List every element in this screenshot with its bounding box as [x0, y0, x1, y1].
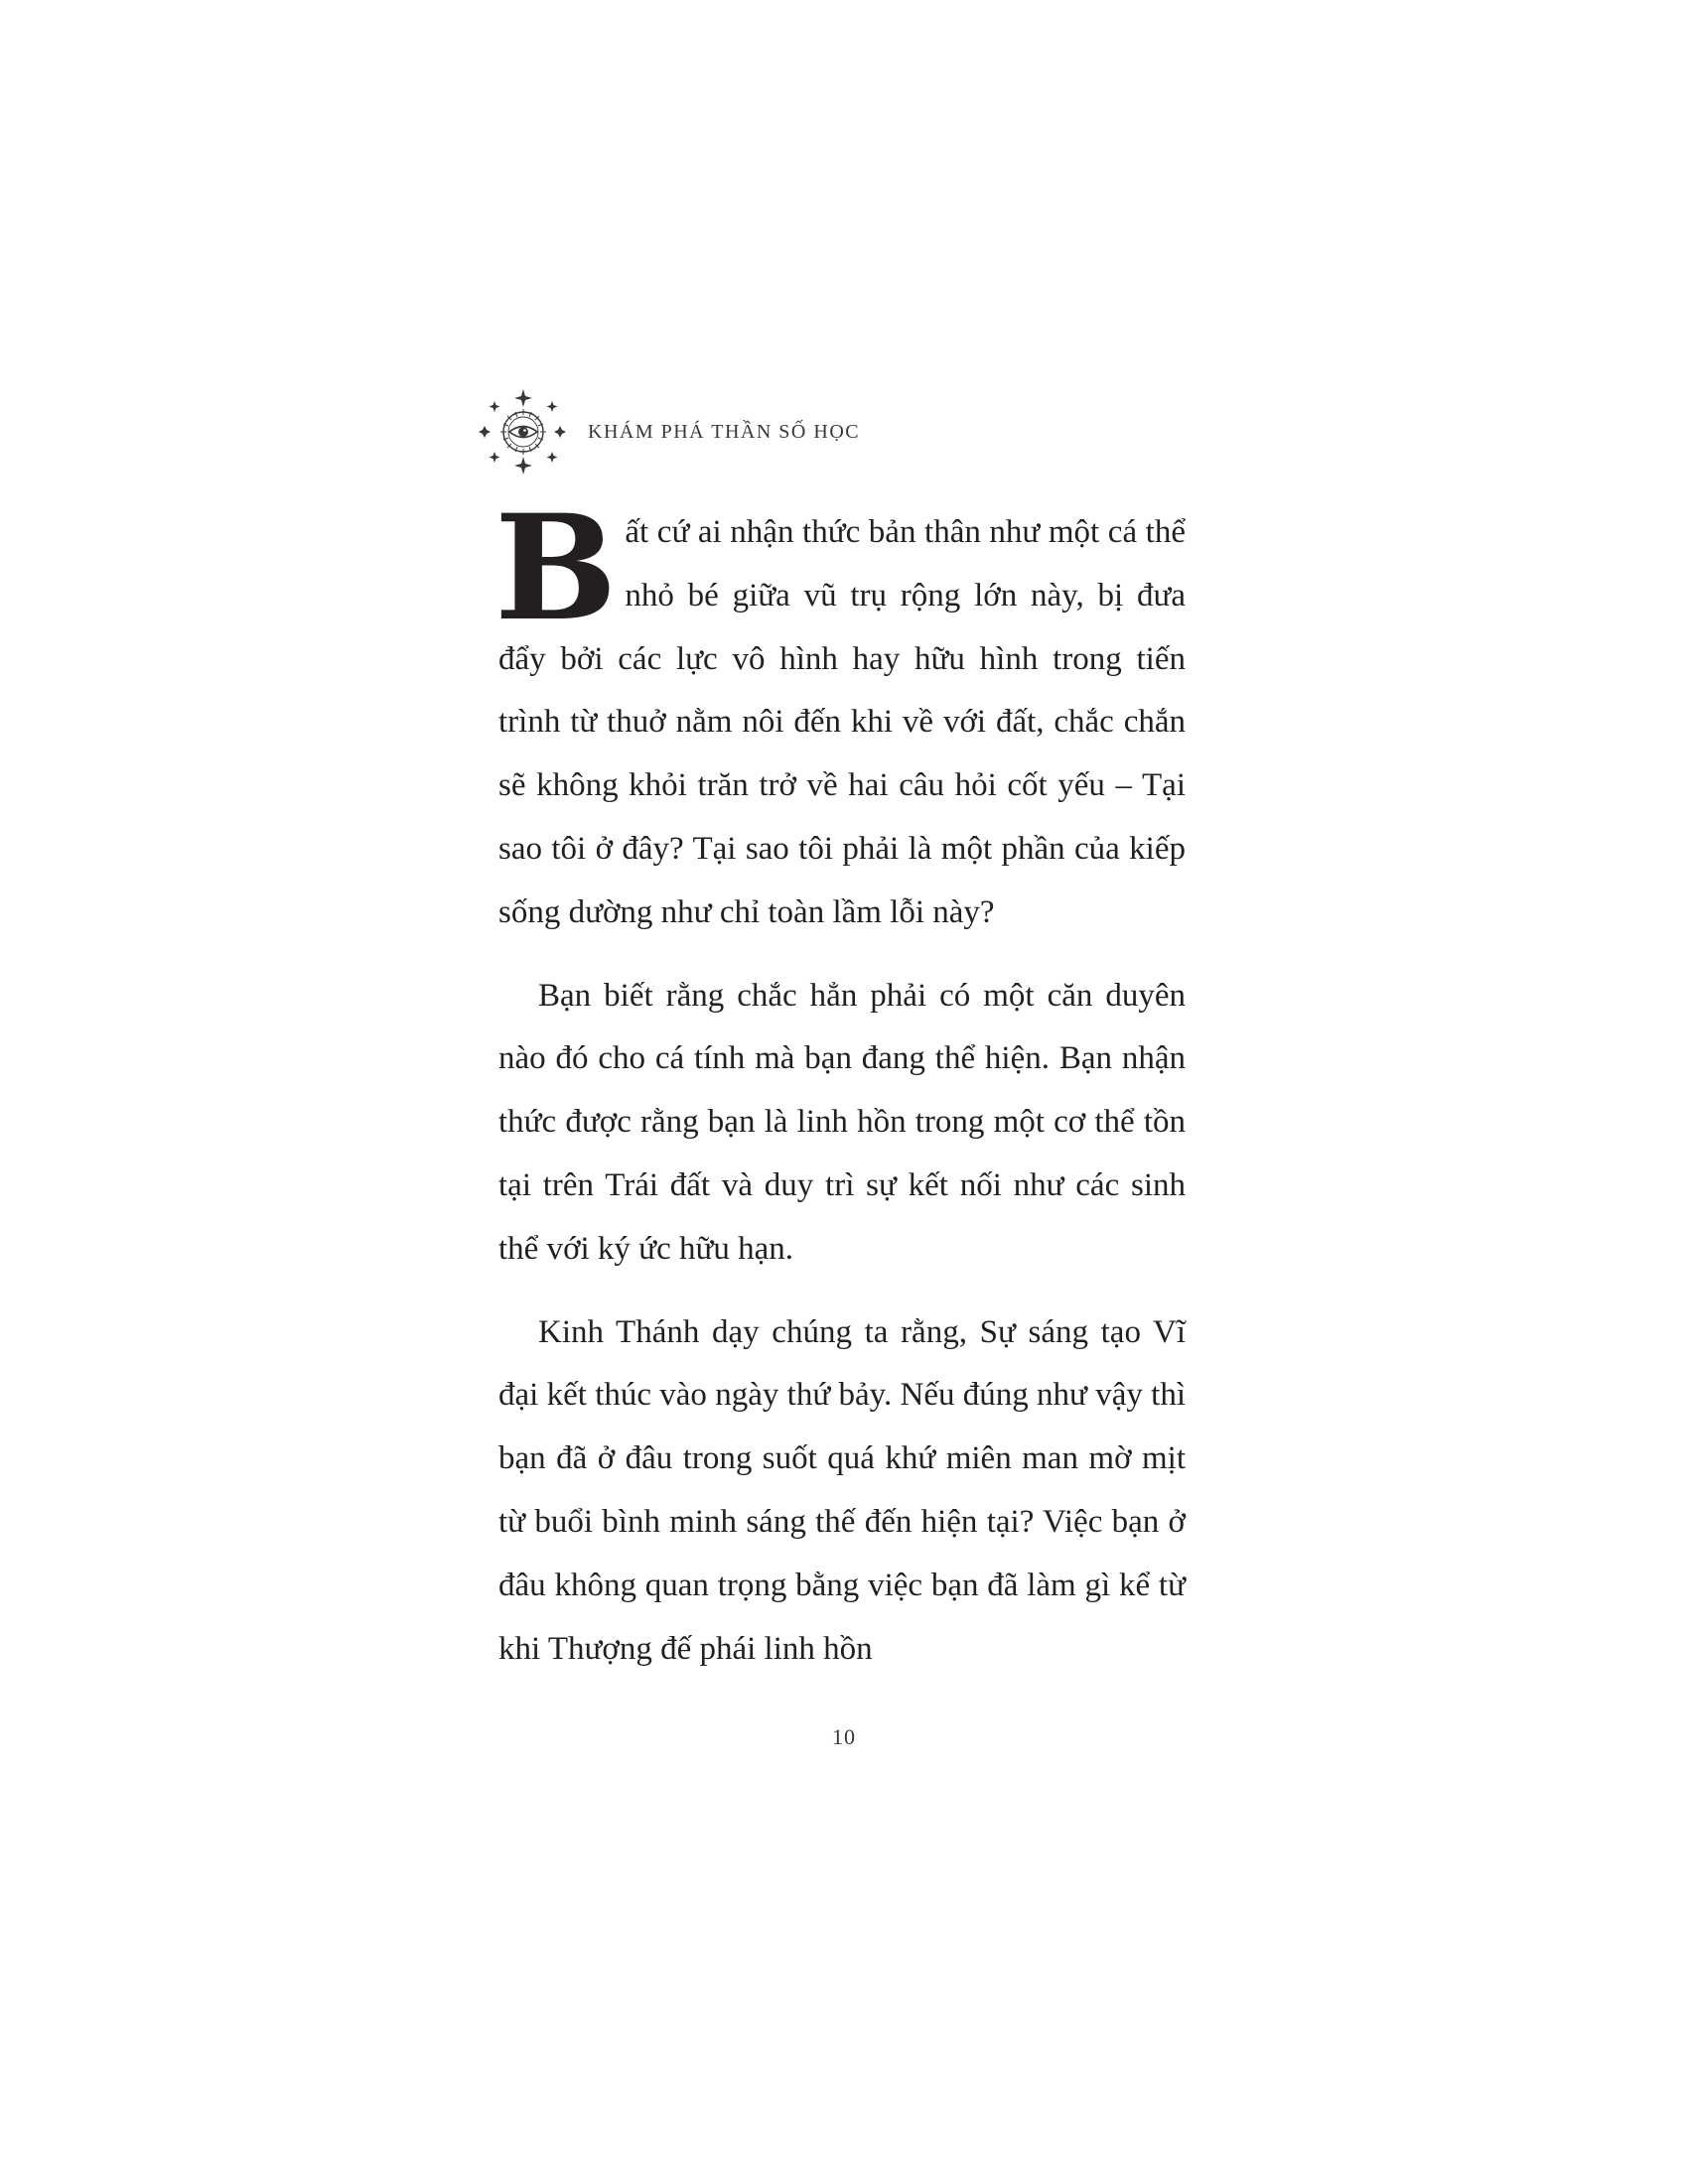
paragraph-1-text: ất cứ ai nhận thức bản thân như một cá thể nhỏ bé giữa vũ trụ rộng lớn này, bị đưa đẩy bởi các lực vô hình hay hữu hình trong tiến trình từ thuở nằm nôi đến khi về với đất, chắc chắn sẽ không khỏi trăn trở về hai câu hỏi cốt yếu – Tại sao tôi ở đây? Tại sao tôi phải là một phần của kiếp sống dường như chỉ toàn lầm lỗi này? — [498, 514, 1186, 930]
running-header-title: KHÁM PHÁ THẦN SỐ HỌC — [588, 420, 861, 443]
paragraph-2: Bạn biết rằng chắc hẳn phải có một căn duyên nào đó cho cá tính mà bạn đang thể hiện. Bạn nhận thức được rằng bạn là linh hồn trong một cơ thể tồn tại trên Trái đất và duy trì sự kết nối như các sinh thể với ký ức hữu hạn. — [498, 977, 1186, 1267]
eye-sun-emblem-icon — [479, 387, 568, 477]
running-header — [479, 387, 860, 477]
paragraph-3: Kinh Thánh dạy chúng ta rằng, Sự sáng tạo Vĩ đại kết thúc vào ngày thứ bảy. Nếu đúng như vậy thì bạn đã ở đâu trong suốt quá khứ miên man mờ mịt từ buổi bình minh sáng thế đến hiện tại? Việc bạn ở đâu không quan trọng bằng việc bạn đã làm gì kể từ khi Thượng đế phái linh hồn — [498, 1313, 1186, 1667]
paragraph-1 — [494, 483, 1186, 945]
drop-cap: B — [494, 483, 618, 653]
page-number: 10 — [832, 1724, 856, 1749]
body-text — [494, 483, 1186, 1701]
